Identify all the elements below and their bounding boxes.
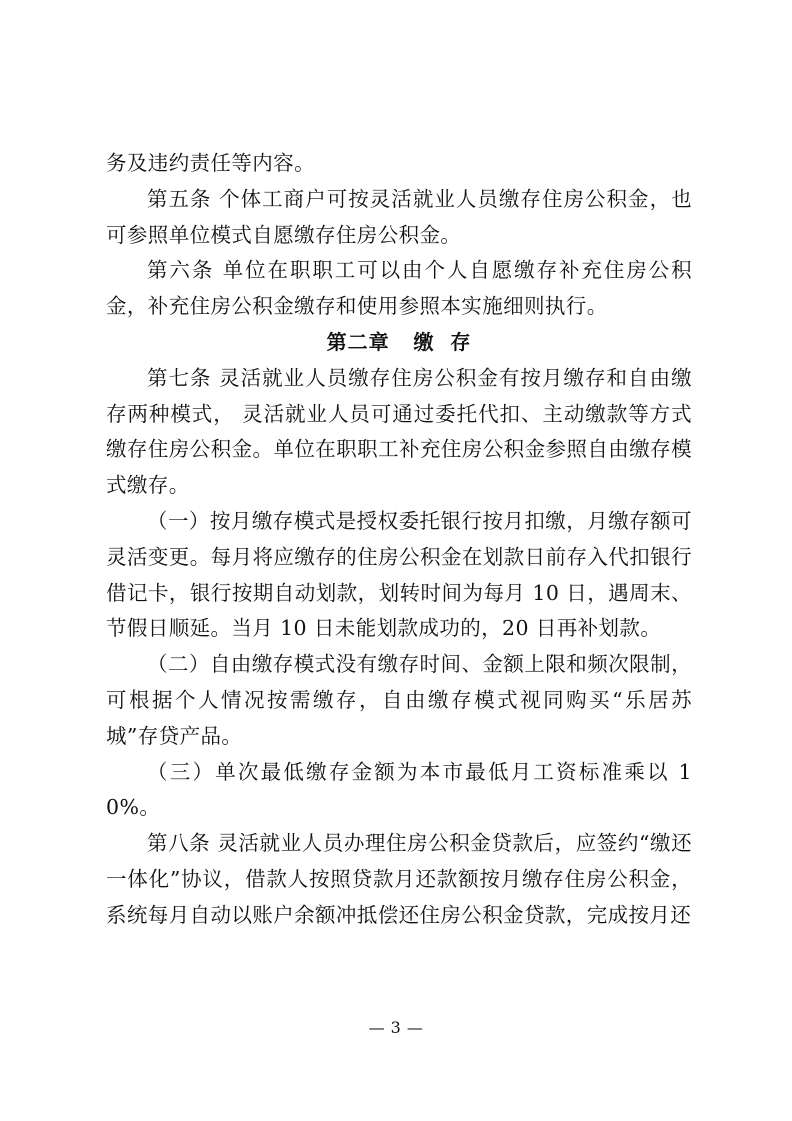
article-7-item-3: （三）单次最低缴存金额为本市最低月工资标准乘以 10%。 [106,759,692,820]
article-7: 第七条 灵活就业人员缴存住房公积金有按月缴存和自由缴存两种模式， 灵活就业人员可通过委托代扣、主动缴款等方式缴存住房公积金。单位在职职工补充住房公积金参照自由缴存模式缴存。 [106,365,692,498]
article-7-item-2: （二）自由缴存模式没有缴存时间、金额上限和频次限制，可根据个人情况按需缴存，自由缴存模式视同购买“乐居苏城”存贷产品。 [106,652,692,748]
article-8: 第八条 灵活就业人员办理住房公积金贷款后，应签约“缴还一体化”协议，借款人按照贷款月还款额按月缴存住房公积金，系统每月自动以账户余额冲抵偿还住房公积金贷款，完成按月还 [106,831,692,927]
article-7-item-1: （一）按月缴存模式是授权委托银行按月扣缴，月缴存额可灵活变更。每月将应缴存的住房公积金在划款日前存入代扣银行借记卡，银行按期自动划款，划转时间为每月 10 日，遇周末、节假日顺延。当月 10 日未能划款成功的，20 日再补划款。 [106,508,692,641]
article-5: 第五条 个体工商户可按灵活就业人员缴存住房公积金，也可参照单位模式自愿缴存住房公积金。 [106,186,692,247]
page-number: — 3 — [368,1018,424,1037]
article-6: 第六条 单位在职职工可以由个人自愿缴存补充住房公积金，补充住房公积金缴存和使用参照本实施细则执行。 [106,258,692,319]
document-body [106,146,692,934]
paragraph-continuation: 务及违约责任等内容。 [106,151,315,175]
chapter-title: 第二章 缴 存 [326,329,472,354]
